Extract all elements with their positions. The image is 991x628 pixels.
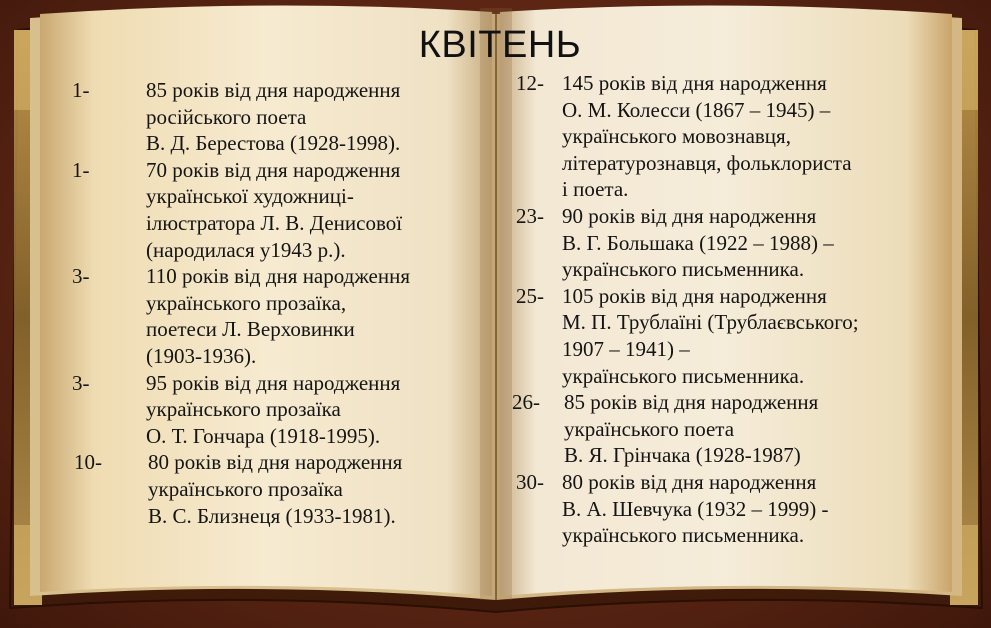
list-item: [72, 157, 410, 263]
list-item: [72, 370, 410, 450]
entry-day: 12-: [516, 71, 544, 95]
list-item: [516, 203, 859, 283]
entry-line: російського поета: [146, 104, 307, 129]
entry-line: В. Я. Грінчака (1928-1987): [564, 443, 801, 468]
entry-day: 10-: [74, 450, 102, 475]
entry-line: (народилася у1943 р.).: [146, 237, 346, 262]
list-item: [72, 263, 410, 369]
entry-line: українського письменника.: [562, 523, 805, 548]
entry-line: українського прозаїка: [146, 397, 341, 422]
entry-line: 85 років від дня народження: [564, 390, 819, 415]
entry-day: 26-: [512, 390, 540, 415]
entry-line: О. М. Колесси (1867 – 1945) –: [562, 97, 831, 122]
entry-line: 1907 – 1941) –: [562, 336, 690, 361]
entry-line: українського письменника.: [562, 363, 805, 388]
entry-line: і поета.: [562, 177, 629, 202]
entry-line: 85 років від дня народження: [146, 78, 401, 102]
entry-line: українського письменника.: [562, 257, 805, 282]
entry-line: В. Г. Большака (1922 – 1988) –: [562, 230, 834, 255]
right-page: [512, 70, 859, 549]
list-item: [516, 70, 859, 203]
entry-line: В. Д. Берестова (1928-1998).: [146, 131, 401, 156]
entry-line: 80 років від дня народження: [148, 450, 403, 475]
entry-day: 1-: [72, 78, 90, 102]
entry-line: ілюстратора Л. В. Денисової: [146, 210, 403, 235]
entry-line: 145 років від дня народження: [562, 71, 827, 95]
entry-day: 1-: [72, 157, 90, 182]
left-page: [72, 77, 410, 529]
list-item: [516, 283, 859, 389]
entry-line: 90 років від дня народження: [562, 203, 817, 228]
entry-line: поетеси Л. Верховинки: [146, 317, 355, 342]
entry-day: 3-: [72, 370, 90, 395]
entry-day: 30-: [516, 469, 544, 494]
list-item: [512, 389, 859, 469]
entry-line: В. С. Близнеця (1933-1981).: [148, 503, 396, 528]
entry-line: українського мовознавця,: [562, 124, 791, 149]
entry-line: літературознавця, фольклориста: [562, 150, 852, 175]
entry-line: українського поета: [564, 416, 735, 441]
entry-line: українського прозаїка,: [146, 290, 347, 315]
month-title: КВІТЕНЬ: [418, 24, 582, 66]
entry-line: 80 років від дня народження: [562, 469, 817, 494]
entry-line: М. П. Трублаїні (Трублаєвського;: [562, 310, 859, 335]
list-item: [516, 469, 859, 549]
entry-line: українського прозаїка: [148, 476, 343, 501]
entry-line: О. Т. Гончара (1918-1995).: [146, 423, 381, 448]
entry-day: 3-: [72, 264, 90, 289]
list-item: [72, 449, 410, 529]
entry-line: 95 років від дня народження: [146, 370, 401, 395]
entry-line: (1903-1936).: [146, 343, 257, 368]
entry-line: української художниці-: [146, 184, 354, 209]
entry-day: 25-: [516, 283, 544, 308]
entry-day: 23-: [516, 203, 544, 228]
entry-line: В. А. Шевчука (1932 – 1999) -: [562, 496, 829, 521]
list-item: [72, 77, 410, 157]
entry-line: 110 років від дня народження: [146, 264, 411, 289]
entry-line: 105 років від дня народження: [562, 283, 827, 308]
entry-line: 70 років від дня народження: [146, 157, 401, 182]
